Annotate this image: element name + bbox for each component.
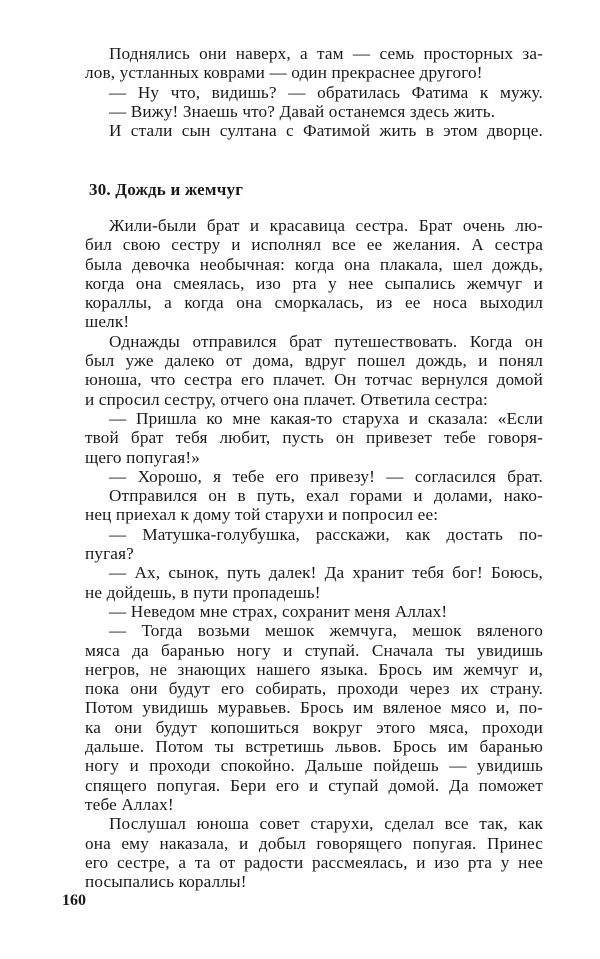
text-line: шелк!: [85, 312, 130, 332]
text-line: щего попугая!»: [85, 447, 200, 467]
text-line: — Тогда возьми мешок жемчуга, мешок вяленого: [109, 621, 543, 641]
text-line: — Хорошо, я тебе его привезу! — согласился брат.: [109, 466, 543, 486]
text-line: нец приехал к дому той старухи и попросил ее:: [85, 505, 439, 525]
text-line: его сестре, а та от радости рассмеялась, и изо рта у нее: [85, 852, 543, 872]
text-line: Потом увидишь муравьев. Брось им вяленое мясо и, по-: [85, 698, 543, 718]
text-line: Поднялись они наверх, а там — семь просторных за-: [109, 44, 543, 63]
text-line: юноша, что сестра его плачет. Он тотчас вернулся домой: [85, 370, 543, 390]
text-line: — Неведом мне страх, сохранит меня Аллах!: [109, 601, 448, 621]
chapter-body: [85, 216, 543, 891]
text-line: мяса да баранью ногу и ступай. Сначала ты увидишь: [85, 640, 543, 660]
text-line: Жили-были брат и красавица сестра. Брат очень лю-: [109, 216, 543, 235]
text-line: посыпались кораллы!: [85, 872, 247, 892]
text-line: — Матушка-голубушка, расскажи, как достать по-: [109, 524, 543, 544]
text-line: тебе Аллах!: [85, 794, 174, 814]
text-line: бил свою сестру и исполнял все ее желания. А сестра: [85, 235, 543, 255]
text-line: Отправился он в путь, ехал горами и долами, нако-: [109, 486, 543, 506]
text-line: Послушал юноша совет старухи, сделал все так, как: [109, 814, 543, 834]
text-line: — Вижу! Знаешь что? Давай останемся здесь жить.: [109, 101, 496, 121]
text-line: — Ах, сынок, путь далек! Да хранит тебя бог! Боюсь,: [109, 563, 543, 583]
text-line: лов, устланных коврами — один прекраснее другого!: [85, 63, 483, 83]
text-line: — Пришла ко мне какая-то старуха и сказала: «Если: [109, 408, 543, 428]
text-line: она ему наказала, и добыл говорящего попугая. Принес: [85, 833, 543, 853]
text-line: негров, не знающих нашего языка. Брось им жемчуг и,: [85, 659, 543, 679]
text-line: была девочка необычная: когда она плакала, шел дождь,: [85, 254, 543, 274]
text-line: пугая?: [85, 544, 134, 564]
page-number: 160: [62, 892, 86, 909]
text-line: не дойдешь, в пути пропадешь!: [85, 582, 321, 602]
previous-story-ending: [85, 44, 543, 140]
text-line: Однажды отправился брат путешествовать. Когда он: [109, 331, 543, 351]
text-line: ногу и проходи спокойно. Дальше пойдешь — увидишь: [85, 756, 543, 776]
text-line: был уже далеко от дома, вдруг пошел дождь, и понял: [85, 351, 543, 371]
text-line: спящего попугая. Бери его и ступай домой. Да поможет: [85, 775, 543, 795]
text-line: пока они будут его собирать, проходи через их страну.: [85, 679, 543, 699]
text-line: И стали сын султана с Фатимой жить в этом дворце.: [109, 121, 543, 141]
text-line: — Ну что, видишь? — обратилась Фатима к мужу.: [109, 82, 543, 102]
chapter-heading: 30. Дождь и жемчуг: [89, 180, 244, 199]
text-line: твой брат тебя любит, пусть он привезет тебе говоря-: [85, 428, 543, 448]
text-line: и спросил сестру, отчего она плачет. Ответила сестра:: [85, 389, 488, 409]
text-line: дальше. Потом ты встретишь львов. Брось им баранью: [85, 737, 543, 757]
text-line: кораллы, а когда она сморкалась, из ее носа выходил: [85, 293, 543, 313]
text-line: ка они будут копошиться вокруг этого мяса, проходи: [85, 717, 543, 737]
text-line: когда она смеялась, изо рта у нее сыпались жемчуг и: [85, 273, 543, 293]
